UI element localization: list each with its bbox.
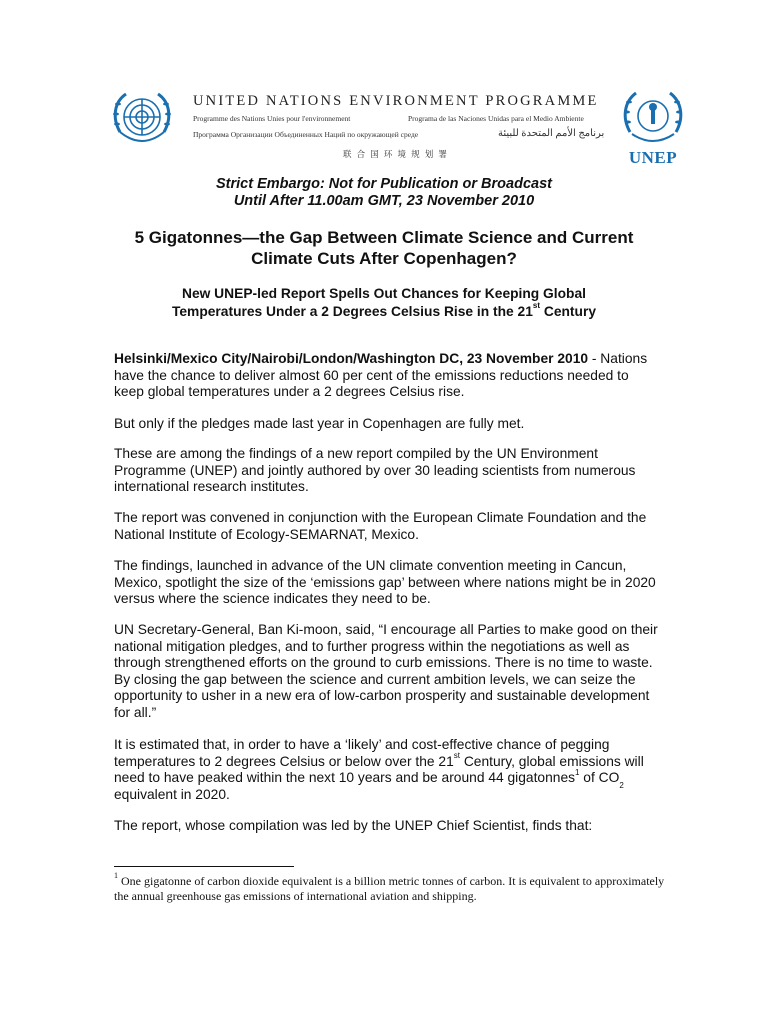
letterhead <box>108 88 688 168</box>
subtitle-line-1: New UNEP-led Report Spells Out Chances for Keeping Global <box>181 286 586 301</box>
co2-subscript: 2 <box>619 780 624 790</box>
paragraph-8: The report, whose compilation was led by the UNEP Chief Scientist, finds that: <box>114 818 593 833</box>
title-line-2: Climate Cuts After Copenhagen? <box>251 249 517 268</box>
org-name-zh: 联 合 国 环 境 规 划 署 <box>343 149 449 159</box>
org-name-ru: Программа Организации Объединенных Наций по окружающей среде <box>193 130 419 139</box>
un-emblem-icon <box>108 88 176 150</box>
century-superscript: st <box>453 751 460 760</box>
dateline: Helsinki/Mexico City/Nairobi/London/Washington DC, 23 November 2010 <box>114 351 589 366</box>
org-name-es: Programa de las Naciones Unidas para el Medio Ambiente <box>408 114 584 123</box>
title-line-1: 5 Gigatonnes—the Gap Between Climate Science and Current <box>134 228 634 247</box>
subtitle-superscript: st <box>532 301 541 311</box>
press-release-title <box>0 227 768 269</box>
embargo-notice <box>0 176 768 210</box>
org-name: UNITED NATIONS ENVIRONMENT PROGRAMME <box>193 93 599 109</box>
press-release-subtitle <box>0 285 768 321</box>
paragraph-7-part-c: of CO <box>579 770 620 786</box>
embargo-line-1: Strict Embargo: Not for Publication or Broadcast <box>216 176 552 192</box>
paragraph-4: The report was convened in conjunction with the European Climate Foundation and the National Institute of Ecology-SEMARNAT, Mexico. <box>114 510 647 542</box>
paragraph-1-text: - Nations have the chance to deliver almost 60 per cent of the emissions reductions needed to keep global temperatures under a 2 degrees Celsius rise. <box>114 351 648 400</box>
subtitle-line-2-text: Temperatures Under a 2 Degrees Celsius Rise in the 21 <box>171 304 533 319</box>
paragraph-3: These are among the findings of a new report compiled by the UN Environment Programme (UNEP) and jointly authored by over 30 leading scientists from numerous international research institutes. <box>114 446 636 495</box>
subtitle-line-2 <box>0 303 768 321</box>
footnote-marker: 1 <box>114 871 118 880</box>
org-name-fr: Programme des Nations Unies pour l'environnement <box>193 114 351 123</box>
embargo-line-2: Until After 11.00am GMT, 23 November 2010 <box>233 193 535 209</box>
subtitle-line-2-end: Century <box>540 304 596 319</box>
paragraph-7-part-d: equivalent in 2020. <box>114 786 230 802</box>
paragraph-7-part-b: Century, global emissions will need to have peaked within the next 10 years and be around 44 gigatonnes <box>114 753 644 786</box>
org-name-ar: برنامج الأمم المتحدة للبيئة <box>498 128 605 139</box>
footnote-reference[interactable]: 1 <box>575 767 580 777</box>
paragraph-2: But only if the pledges made last year in Copenhagen are fully met. <box>114 416 525 431</box>
paragraph-dateline <box>114 351 660 401</box>
paragraph-7 <box>114 737 660 803</box>
paragraph-5: The findings, launched in advance of the UN climate convention meeting in Cancun, Mexico, spotlight the size of the ‘emissions gap’ between where nations might be in 2020 versus where the science indicates they need to be. <box>114 558 656 607</box>
unep-logo-text: UNEP <box>628 148 678 167</box>
unep-emblem-icon <box>618 88 688 148</box>
footnote-text: One gigatonne of carbon dioxide equivalent is a billion metric tonnes of carbon. It is equivalent to approximately the annual greenhouse gas emissions of international aviation and shipping. <box>114 874 665 903</box>
paragraph-7-part-a: It is estimated that, in order to have a ‘likely’ and cost-effective chance of pegging temperatures to 2 degrees Celsius or below over the 21 <box>114 737 610 769</box>
paragraph-6-quote: UN Secretary-General, Ban Ki-moon, said, “I encourage all Parties to make good on their national mitigation pledges, and to further progress within the negotiations as well as through strengthened efforts on the ground to curb emissions. There is no time to waste. By closing the gap between the science and current ambition levels, we can seize the opportunity to usher in a new era of low-carbon prosperity and sustainable development for all.” <box>114 622 658 720</box>
unep-logo <box>618 88 688 168</box>
footnote-divider <box>114 866 294 867</box>
footnote <box>114 871 674 904</box>
